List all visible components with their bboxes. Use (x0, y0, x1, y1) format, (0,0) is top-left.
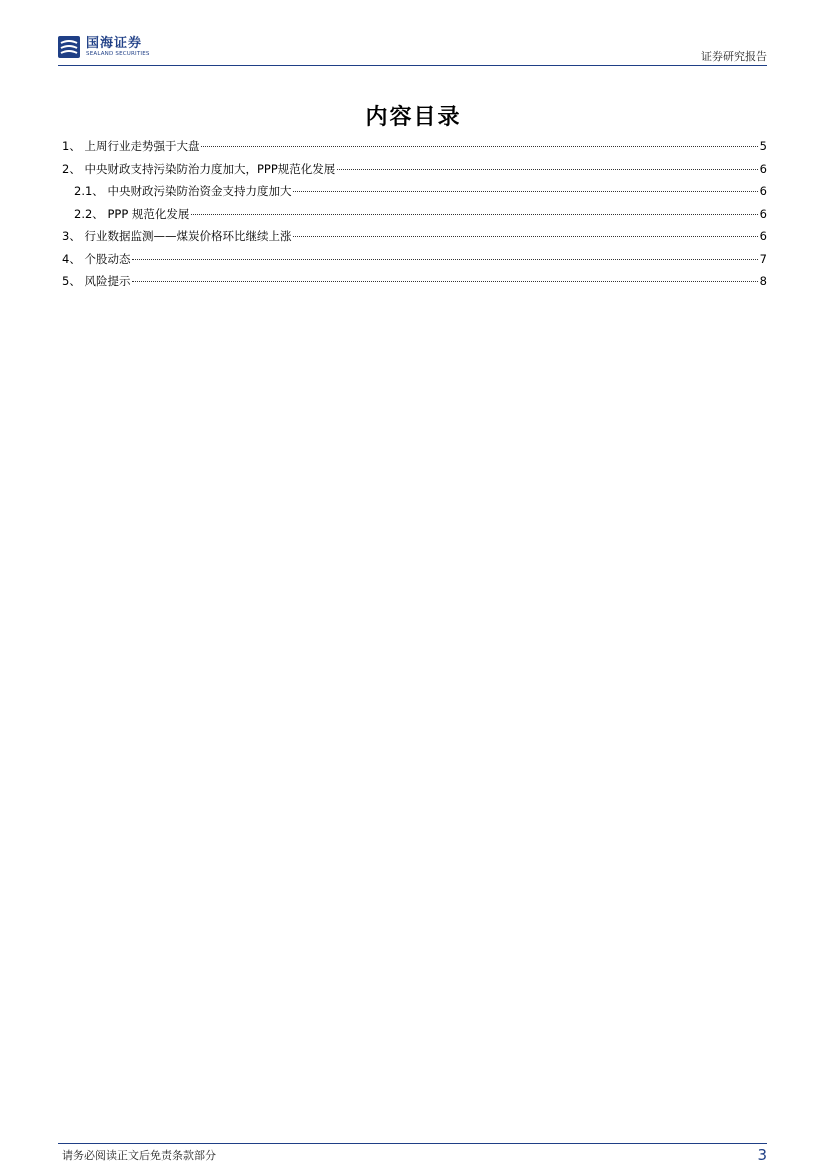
page-number: 3 (757, 1146, 767, 1164)
toc-entry-text: 中央财政支持污染防治力度加大，PPP规范化发展 (84, 161, 336, 176)
toc-dot-leader (293, 191, 757, 192)
toc-entry-page: 6 (759, 161, 767, 176)
toc-entry-text: PPP 规范化发展 (107, 206, 190, 221)
toc-dot-leader (132, 259, 757, 260)
toc-entry-5[interactable] (62, 273, 767, 296)
toc-dot-leader (293, 236, 757, 237)
disclaimer-note: 请务必阅读正文后免责条款部分 (62, 1149, 216, 1162)
toc-entry-page: 8 (759, 274, 767, 288)
toc-entry-text: 风险提示 (84, 274, 131, 288)
toc-dot-leader (132, 281, 757, 282)
toc-entry-number: 2、 (62, 161, 85, 176)
company-logo (58, 36, 150, 58)
toc-entry-text: 中央财政污染防治资金支持力度加大 (107, 184, 292, 198)
logo-chinese-name: 国海证券 (86, 35, 143, 51)
toc-entry-number: 1、 (62, 139, 85, 153)
toc-title: 内容目录 (365, 105, 462, 130)
toc-entry-page: 6 (759, 184, 767, 198)
toc-entry-4[interactable] (62, 251, 767, 274)
logo-english-name: SEALAND SECURITIES (86, 50, 150, 57)
report-type-label: 证券研究报告 (701, 50, 767, 63)
toc-entry-2-1[interactable] (62, 183, 767, 206)
toc-entry-number: 5、 (62, 274, 85, 288)
toc-entry-3[interactable] (62, 228, 767, 251)
toc-entry-1[interactable] (62, 138, 767, 161)
toc-entry-number: 2.2、 (74, 206, 108, 221)
toc-dot-leader (337, 169, 757, 170)
toc-entry-text: 行业数据监测——煤炭价格环比继续上涨 (84, 229, 292, 243)
toc-dot-leader (191, 214, 757, 215)
table-of-contents (62, 138, 767, 296)
toc-entry-page: 7 (759, 251, 767, 266)
toc-entry-2[interactable] (62, 161, 767, 184)
page-header (58, 36, 767, 64)
toc-entry-2-2[interactable] (62, 206, 767, 229)
toc-entry-number: 2.1、 (74, 184, 108, 198)
toc-dot-leader (201, 146, 757, 147)
toc-entry-page: 6 (759, 229, 767, 243)
toc-entry-text: 个股动态 (84, 251, 131, 266)
toc-entry-text: 上周行业走势强于大盘 (84, 139, 200, 153)
toc-entry-number: 4、 (62, 251, 85, 266)
toc-entry-number: 3、 (62, 229, 85, 243)
toc-entry-page: 6 (759, 206, 767, 221)
footer-divider (58, 1143, 767, 1144)
header-divider (58, 65, 767, 66)
toc-entry-page: 5 (759, 139, 767, 153)
sealand-logo-icon (58, 36, 80, 58)
